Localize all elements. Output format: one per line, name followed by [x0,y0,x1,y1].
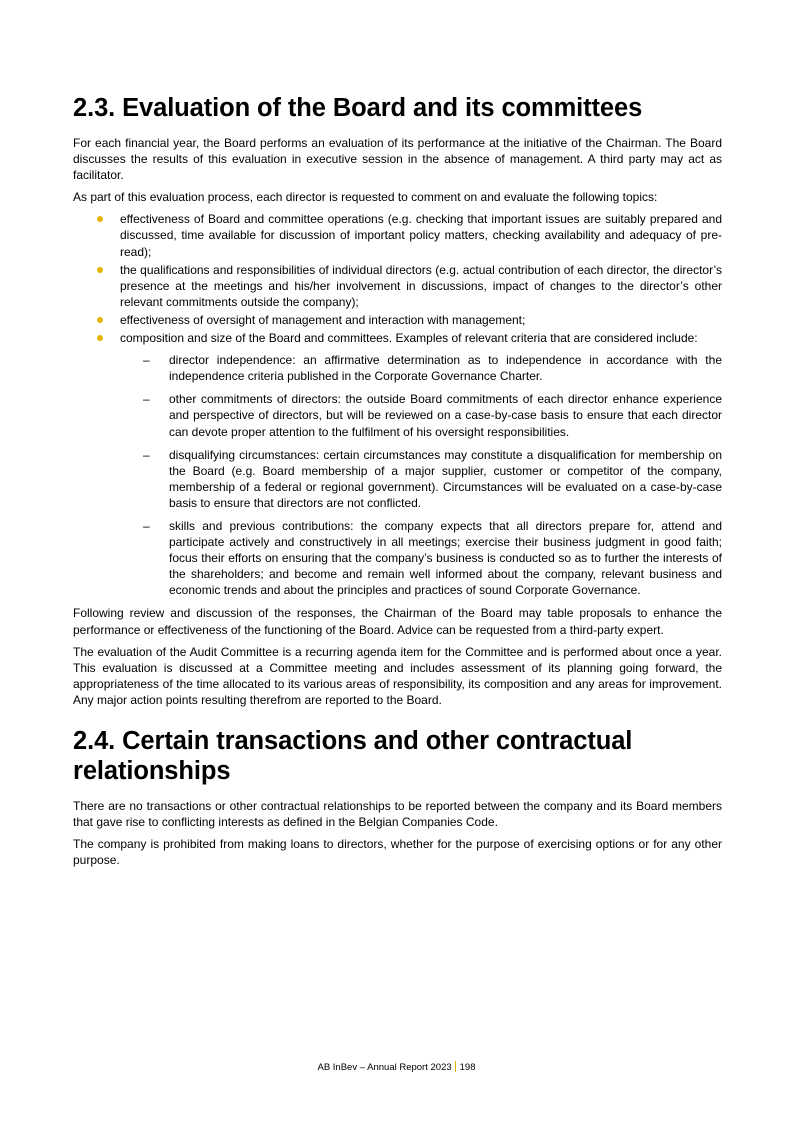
paragraph: As part of this evaluation process, each director is requested to comment on and evaluate the following topics: [73,190,658,205]
sub-list-item-text: other commitments of directors: the outside Board commitments of each director enhance experience and perspective of directors, but will be reviewed on a case-by-case basis to ensure that each director can devote proper attention to the fulfilment of his oversight responsibilities. [169,392,722,439]
section-heading-evaluation: 2.3. Evaluation of the Board and its committees [73,94,643,122]
list-item-text: effectiveness of Board and committee operations (e.g. checking that important issues are suitably prepared and discussed, time available for discussion of important policy matters, checking availability and adequacy of pre-read); [120,212,722,259]
dash-icon: – [143,447,150,462]
paragraph: The company is prohibited from making loans to directors, whether for the purpose of exercising options or for any other purpose. [73,837,722,868]
dash-icon: – [143,353,150,368]
list-item [73,312,722,328]
bullet-dot-icon [97,267,103,273]
criteria-list [120,352,722,598]
sub-list-item [120,447,722,511]
list-item-text: effectiveness of oversight of management and interaction with management; [120,312,526,327]
paragraph: Following review and discussion of the responses, the Chairman of the Board may table proposals to enhance the performance or effectiveness of the functioning of the Board. Advice can be requested from a third-party expert. [73,606,722,637]
page-number: 198 [459,1062,476,1073]
sub-list-item-text: director independence: an affirmative determination as to independence in accordance with the independence criteria published in the Corporate Governance Charter. [169,353,722,384]
list-item-text: composition and size of the Board and committees. Examples of relevant criteria that are considered include: [120,331,698,346]
footer-separator [455,1061,456,1072]
sub-list-item [120,391,722,439]
sub-list-item [120,518,722,598]
paragraph: For each financial year, the Board performs an evaluation of its performance at the initiative of the Chairman. The Board discusses the results of this evaluation in executive session in the absence of management. A third party may act as facilitator. [73,136,722,183]
paragraph: There are no transactions or other contractual relationships to be reported between the company and its Board members that gave rise to conflicting interests as defined in the Belgian Companies Code. [73,799,722,830]
section-heading-transactions: 2.4. Certain transactions and other contractual relationships [73,727,633,785]
page-content [73,93,722,874]
sub-list-item-text: disqualifying circumstances: certain circumstances may constitute a disqualification for membership on the Board (e.g. Board membership of a major supplier, customer or competitor of the company, membership of a federal or regional government). Circumstances will be evaluated on a case-by-case basis to ensure that directors are not conflicted. [169,447,722,510]
report-title: AB InBev – Annual Report 2023 [317,1062,452,1073]
dash-icon: – [143,518,150,533]
list-item [73,330,722,598]
paragraph: The evaluation of the Audit Committee is a recurring agenda item for the Committee and is performed about once a year. This evaluation is discussed at a Committee meeting and includes assessment of its planning going forward, the appropriateness of the time allocated to its various areas of responsibility, its composition and any areas for improvement. Any major action points resulting therefrom are reported to the Board. [73,644,722,707]
bullet-dot-icon [97,317,103,323]
sub-list-item-text: skills and previous contributions: the company expects that all directors prepare for, attend and participate actively and constructively in all meetings; exercise their business judgment in good faith; focus their efforts on ensuring that the company’s business is conducted so as to further the interests of the shareholders; and become and remain well informed about the company, relevant business and economic trends and about the principles and practices of sound Corporate Governance. [169,518,722,598]
page-footer [0,1061,793,1074]
list-item [73,211,722,259]
topics-list [73,211,722,598]
bullet-dot-icon [97,216,103,222]
sub-list-item [120,352,722,384]
list-item-text: the qualifications and responsibilities of individual directors (e.g. actual contribution of each director, the director’s presence at the meetings and his/her involvement in discussions, impact of changes to the director’s other relevant commitments outside the company); [120,262,722,309]
dash-icon: – [143,392,150,407]
bullet-dot-icon [97,335,103,341]
list-item [73,262,722,310]
